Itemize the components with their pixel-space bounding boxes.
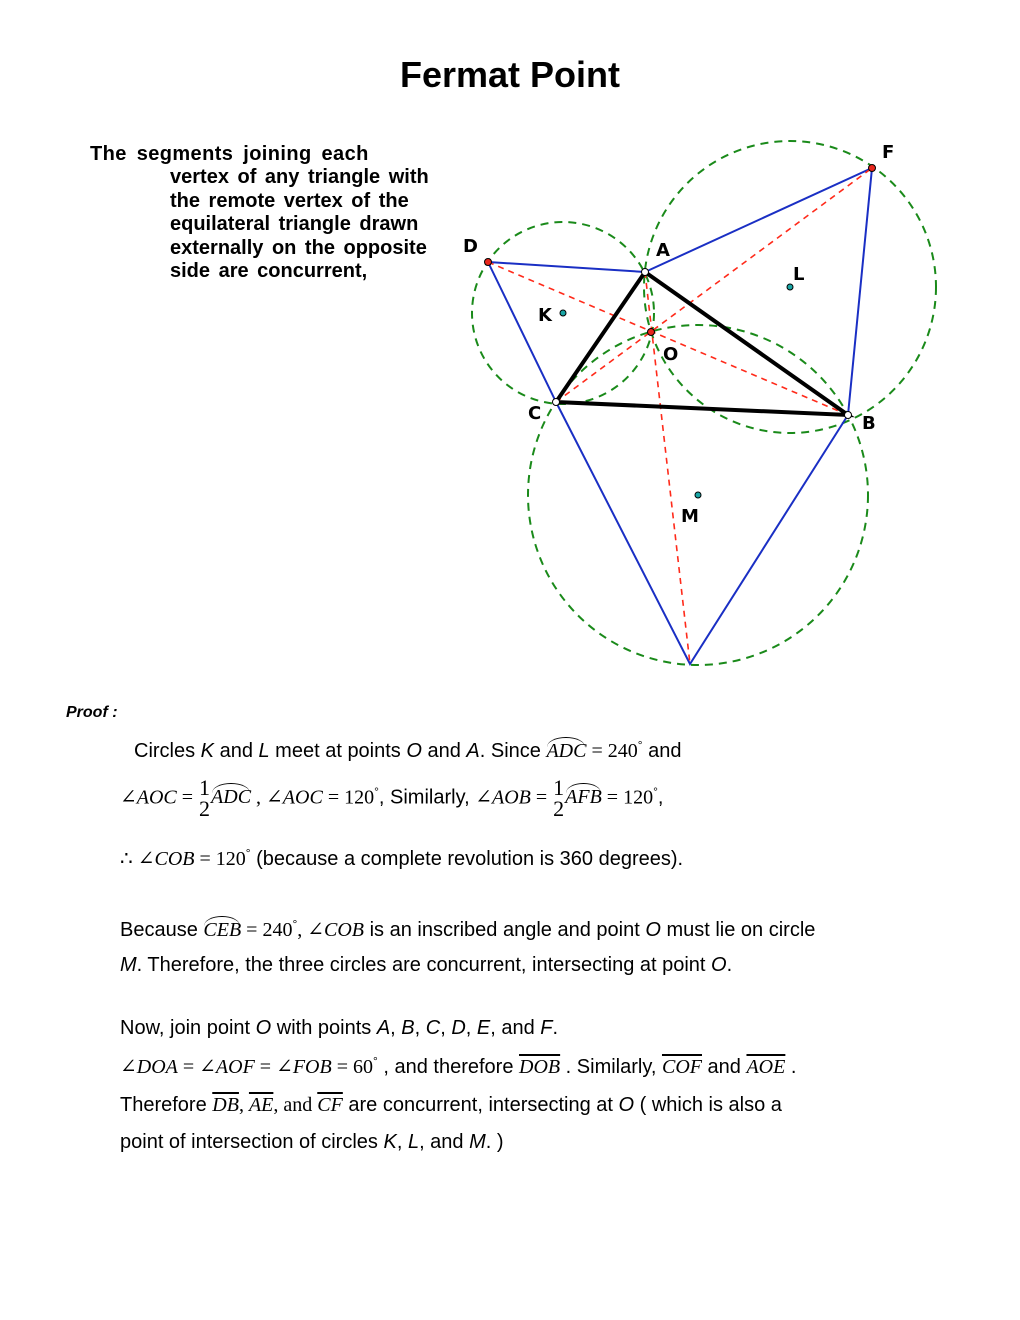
point-o-ref: O <box>406 740 422 762</box>
segment-db-ref: $\overline{DB}$ <box>212 1094 239 1116</box>
circle-m-ref: M <box>469 1131 486 1153</box>
line-dob: $\overline{DOB}$ <box>519 1056 561 1078</box>
point-o-ref: O <box>711 954 727 976</box>
text: , <box>414 1017 426 1039</box>
angle-fob: ∠FOB <box>276 1056 332 1078</box>
point-c-ref: C <box>425 1017 441 1039</box>
degree-sign: ° <box>637 738 643 752</box>
text: and <box>214 740 259 762</box>
math: , <box>297 919 308 941</box>
point-b <box>845 412 852 419</box>
math: , and <box>273 1094 318 1116</box>
cevians <box>488 168 872 664</box>
text: and <box>421 740 467 762</box>
text: , <box>657 786 664 809</box>
denominator: 2 <box>553 796 565 821</box>
math: = 120 <box>194 848 246 870</box>
points <box>485 165 876 499</box>
point-a <box>642 269 649 276</box>
segment-cf-ref: $\overline{CF}$ <box>317 1094 343 1116</box>
text: . Therefore, the three circles are concurrent, intersecting at point <box>136 954 712 976</box>
label-c: C <box>528 403 542 424</box>
text: is an inscribed angle and point <box>364 919 646 941</box>
math: = <box>177 1056 200 1078</box>
point-f <box>869 165 876 172</box>
text: . Similarly, <box>560 1056 662 1078</box>
angle-aoc: ∠AOC <box>266 786 323 809</box>
arc-adc: ADC <box>211 786 252 809</box>
text: (because a complete revolution is 360 degrees). <box>250 848 684 870</box>
line-aoe: $\overline{AOE}$ <box>746 1056 786 1078</box>
angle-aof: ∠AOF <box>199 1056 255 1078</box>
equilateral-triangles <box>488 168 872 664</box>
degree-sign: ° <box>373 1054 378 1068</box>
circle-k-ref: K <box>383 1131 397 1153</box>
text: . <box>785 1056 797 1078</box>
text: are concurrent, intersecting at <box>342 1094 619 1116</box>
text: and <box>642 740 682 762</box>
circle-l-ref: L <box>258 740 270 762</box>
math: , <box>251 786 267 809</box>
point-d <box>485 259 492 266</box>
math: = <box>530 786 553 809</box>
text: , <box>465 1017 477 1039</box>
equilateral-adc <box>488 262 645 402</box>
text: , <box>396 1131 408 1153</box>
label-o: O <box>663 344 679 365</box>
degree-sign: ° <box>374 784 379 799</box>
text: . <box>552 1017 559 1039</box>
equilateral-afb <box>645 168 872 415</box>
proof-line-1 <box>134 738 682 763</box>
point-m <box>695 492 701 498</box>
text: must lie on circle <box>660 919 816 941</box>
angle-cob: ∠COB <box>307 919 365 941</box>
angle-aoc: ∠AOC <box>120 786 177 809</box>
math: = <box>176 786 199 809</box>
math: = 240 <box>241 919 293 941</box>
text: , and <box>490 1017 541 1039</box>
denominator: 2 <box>199 796 211 821</box>
point-labels <box>463 142 894 527</box>
proof-label: Proof : <box>66 704 118 721</box>
intro-first-line: The segments joining each <box>90 143 369 165</box>
point-f-ref: F <box>540 1017 553 1039</box>
numerator: 1 <box>199 775 211 800</box>
segment-cf <box>556 168 872 402</box>
proof-line-2 <box>120 777 663 819</box>
math: = 60 <box>331 1056 373 1078</box>
label-a: A <box>656 240 670 261</box>
point-a-ref: A <box>376 1017 391 1039</box>
circle-l-ref: L <box>407 1131 420 1153</box>
text: point of intersection of circles <box>120 1131 384 1153</box>
text: , <box>440 1017 452 1039</box>
therefore-symbol: ∴ <box>120 848 138 870</box>
text: Now, join point <box>120 1017 256 1039</box>
proof-line-4 <box>120 917 815 942</box>
text: with points <box>271 1017 377 1039</box>
text: . ) <box>485 1131 504 1153</box>
angle-aob: ∠AOB <box>475 786 531 809</box>
math: , <box>238 1094 249 1116</box>
text: , and <box>419 1131 470 1153</box>
proof-line-5 <box>120 954 732 977</box>
math: = 240 <box>586 740 638 762</box>
angle-cob: ∠COB <box>137 848 195 870</box>
text: Circles <box>134 740 201 762</box>
proof-line-8 <box>120 1094 782 1117</box>
label-f: F <box>882 142 895 163</box>
label-k: K <box>538 305 552 326</box>
circle-k-ref: K <box>200 740 215 762</box>
proof-line-7 <box>120 1054 796 1079</box>
label-b: B <box>862 413 876 434</box>
text: and <box>701 1056 747 1078</box>
point-o-ref: O <box>618 1094 635 1116</box>
point-e-ref: E <box>476 1017 491 1039</box>
point-o-ref: O <box>645 919 661 941</box>
circle-m-ref: M <box>120 954 137 976</box>
arc-afb: AFB <box>565 786 602 809</box>
point-o <box>648 329 655 336</box>
proof-line-3 <box>120 846 683 871</box>
text: . Since <box>479 740 547 762</box>
degree-sign: ° <box>653 784 658 799</box>
label-m: M <box>681 506 699 527</box>
point-b-ref: B <box>401 1017 415 1039</box>
page-title: Fermat Point <box>399 54 621 95</box>
text: . <box>726 954 733 976</box>
text: , Similarly, <box>378 786 476 809</box>
label-d: D <box>463 236 478 257</box>
math: = 120 <box>601 786 654 809</box>
numerator: 1 <box>553 775 565 800</box>
text: , and therefore <box>377 1056 520 1078</box>
text: Because <box>120 919 204 941</box>
math: = <box>254 1056 277 1078</box>
angle-doa: ∠DOA <box>120 1056 178 1078</box>
fraction-one-half <box>199 777 210 819</box>
point-a-ref: A <box>466 740 480 762</box>
label-l: L <box>793 264 805 285</box>
proof-line-9 <box>120 1131 504 1154</box>
text: Therefore <box>120 1094 213 1116</box>
degree-sign: ° <box>245 846 251 860</box>
line-cof: $\overline{COF}$ <box>661 1056 702 1078</box>
text: meet at points <box>269 740 407 762</box>
math: = 120 <box>322 786 375 809</box>
arc-ceb: CEB <box>203 919 242 941</box>
equilateral-ceb <box>556 402 848 664</box>
intro-rest: vertex of any triangle with the remote vertex of the equilateral triangle drawn externally on the opposite side are concurrent, <box>170 166 429 283</box>
arc-adc: ADC <box>546 740 587 762</box>
point-o-ref: O <box>255 1017 272 1039</box>
degree-sign: ° <box>292 917 298 931</box>
segment-ae-ref: $\overline{AE}$ <box>248 1094 274 1116</box>
fraction-one-half <box>553 777 564 819</box>
text: ( which is also a <box>634 1094 782 1116</box>
point-c <box>553 399 560 406</box>
point-d-ref: D <box>451 1017 466 1039</box>
text: , <box>390 1017 402 1039</box>
point-k <box>560 310 566 316</box>
proof-line-6 <box>120 1017 558 1040</box>
